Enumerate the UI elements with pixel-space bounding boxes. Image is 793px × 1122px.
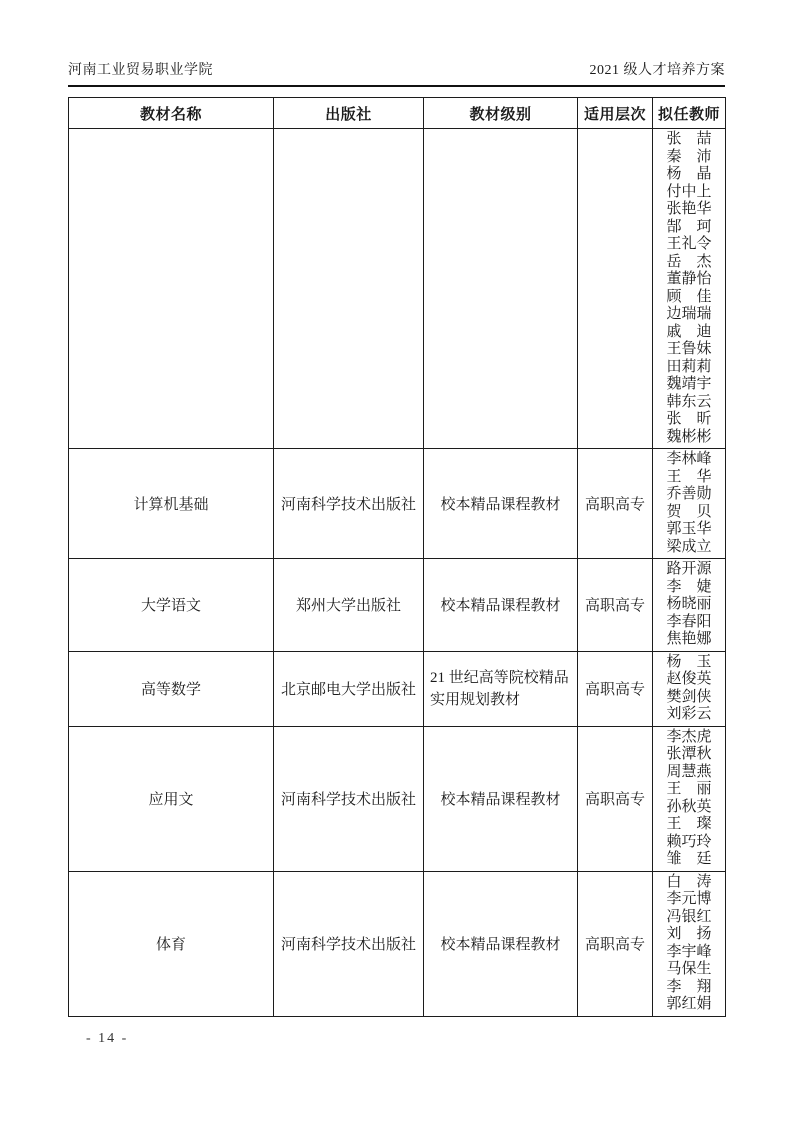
- column-header-publisher: 出版社: [274, 98, 424, 129]
- teacher-name: 赵俊英: [666, 671, 712, 687]
- textbook-name-cell: 体育: [69, 871, 274, 1016]
- teacher-name: 韩东云: [666, 393, 712, 410]
- textbook-name-cell: 高等数学: [69, 651, 274, 726]
- teachers-cell: [653, 559, 726, 652]
- publisher-cell: 河南科学技术出版社: [274, 871, 424, 1016]
- teacher-name: 李婕: [666, 578, 712, 595]
- textbook-name-cell: 计算机基础: [69, 449, 274, 559]
- teachers-cell: [653, 651, 726, 726]
- teacher-name: 李林峰: [666, 451, 712, 467]
- header-plan-title: 2021 级人才培养方案: [589, 63, 725, 78]
- teacher-name: 王鲁妹: [666, 341, 712, 357]
- publisher-cell: 北京邮电大学出版社: [274, 651, 424, 726]
- publisher-cell: 郑州大学出版社: [274, 559, 424, 652]
- teacher-name: 李宇峰: [666, 943, 712, 960]
- teacher-name: 董静怡: [666, 271, 712, 287]
- teacher-name: 雏廷: [666, 851, 712, 867]
- level-cell: 21 世纪高等院校精品实用规划教材: [424, 651, 578, 726]
- teacher-name: 刘彩云: [666, 706, 712, 722]
- column-header-tier: 适用层次: [578, 98, 653, 129]
- teacher-name: 路开源: [666, 561, 712, 577]
- teacher-name: 张潭秋: [666, 746, 712, 762]
- teacher-name: 郜珂: [666, 218, 712, 235]
- teacher-name: 王华: [666, 468, 712, 485]
- teacher-name: 王璨: [666, 816, 712, 832]
- teacher-name: 焦艳娜: [666, 631, 712, 647]
- teacher-name: 李翔: [666, 978, 712, 995]
- header-rule: [68, 85, 725, 87]
- page-header: [68, 62, 725, 80]
- tier-cell: 高职高专: [578, 651, 653, 726]
- level-cell: [424, 129, 578, 449]
- teacher-name: 梁成立: [666, 538, 712, 555]
- teacher-name: 冯银红: [666, 908, 712, 925]
- level-cell: 校本精品课程教材: [424, 449, 578, 559]
- teachers-cell: [653, 726, 726, 871]
- table-row: [69, 651, 726, 726]
- teacher-name: 乔善勋: [666, 486, 712, 502]
- header-school-name: 河南工业贸易职业学院: [68, 63, 213, 78]
- tier-cell: 高职高专: [578, 449, 653, 559]
- table-header-row: [69, 98, 726, 129]
- level-cell: 校本精品课程教材: [424, 726, 578, 871]
- teachers-cell: [653, 129, 726, 449]
- teacher-name: 马保生: [666, 961, 712, 977]
- publisher-cell: 河南科学技术出版社: [274, 726, 424, 871]
- teacher-name: 郭红娟: [666, 996, 712, 1012]
- teacher-name: 张喆: [666, 131, 712, 147]
- table-row: [69, 129, 726, 449]
- teacher-name: 郭玉华: [666, 521, 712, 537]
- teacher-name: 刘扬: [666, 926, 712, 942]
- teachers-cell: [653, 449, 726, 559]
- teacher-name: 王丽: [666, 781, 712, 797]
- teacher-name: 白涛: [666, 873, 712, 890]
- teacher-name: 周慧燕: [666, 763, 712, 780]
- tier-cell: 高职高专: [578, 559, 653, 652]
- teacher-name: 岳杰: [666, 253, 712, 270]
- teacher-name: 樊剑侠: [666, 688, 712, 705]
- column-header-teachers: 拟任教师: [653, 98, 726, 129]
- page-number: - 14 -: [86, 1031, 129, 1046]
- table-row: [69, 559, 726, 652]
- teacher-name: 李元博: [666, 891, 712, 907]
- publisher-cell: 河南科学技术出版社: [274, 449, 424, 559]
- level-cell: 校本精品课程教材: [424, 871, 578, 1016]
- teacher-name: 李春阳: [666, 613, 712, 630]
- teacher-name: 魏彬彬: [666, 428, 712, 445]
- teacher-name: 张艳华: [666, 201, 712, 217]
- column-header-textbook-name: 教材名称: [69, 98, 274, 129]
- column-header-level: 教材级别: [424, 98, 578, 129]
- publisher-cell: [274, 129, 424, 449]
- level-cell: 校本精品课程教材: [424, 559, 578, 652]
- teacher-name: 张昕: [666, 411, 712, 427]
- tier-cell: [578, 129, 653, 449]
- teacher-name: 魏靖宇: [666, 376, 712, 392]
- teacher-name: 田莉莉: [666, 358, 712, 375]
- teacher-name: 杨玉: [666, 653, 712, 670]
- textbook-name-cell: 应用文: [69, 726, 274, 871]
- teacher-name: 李杰虎: [666, 728, 712, 745]
- teacher-name: 边瑞瑞: [666, 306, 712, 322]
- table-row: [69, 449, 726, 559]
- textbook-name-cell: [69, 129, 274, 449]
- textbook-table: [68, 97, 726, 1017]
- table-row: [69, 726, 726, 871]
- textbook-name-cell: 大学语文: [69, 559, 274, 652]
- teacher-name: 孙秋英: [666, 798, 712, 815]
- tier-cell: 高职高专: [578, 726, 653, 871]
- teacher-name: 王礼令: [666, 236, 712, 252]
- teacher-name: 杨晶: [666, 166, 712, 182]
- teacher-name: 顾佳: [666, 288, 712, 305]
- teachers-cell: [653, 871, 726, 1016]
- table-row: [69, 871, 726, 1016]
- teacher-name: 付中上: [666, 183, 712, 200]
- tier-cell: 高职高专: [578, 871, 653, 1016]
- teacher-name: 赖巧玲: [666, 833, 712, 850]
- teacher-name: 秦沛: [666, 148, 712, 165]
- teacher-name: 贺贝: [666, 503, 712, 520]
- teacher-name: 杨晓丽: [666, 596, 712, 612]
- teacher-name: 戚迪: [666, 323, 712, 340]
